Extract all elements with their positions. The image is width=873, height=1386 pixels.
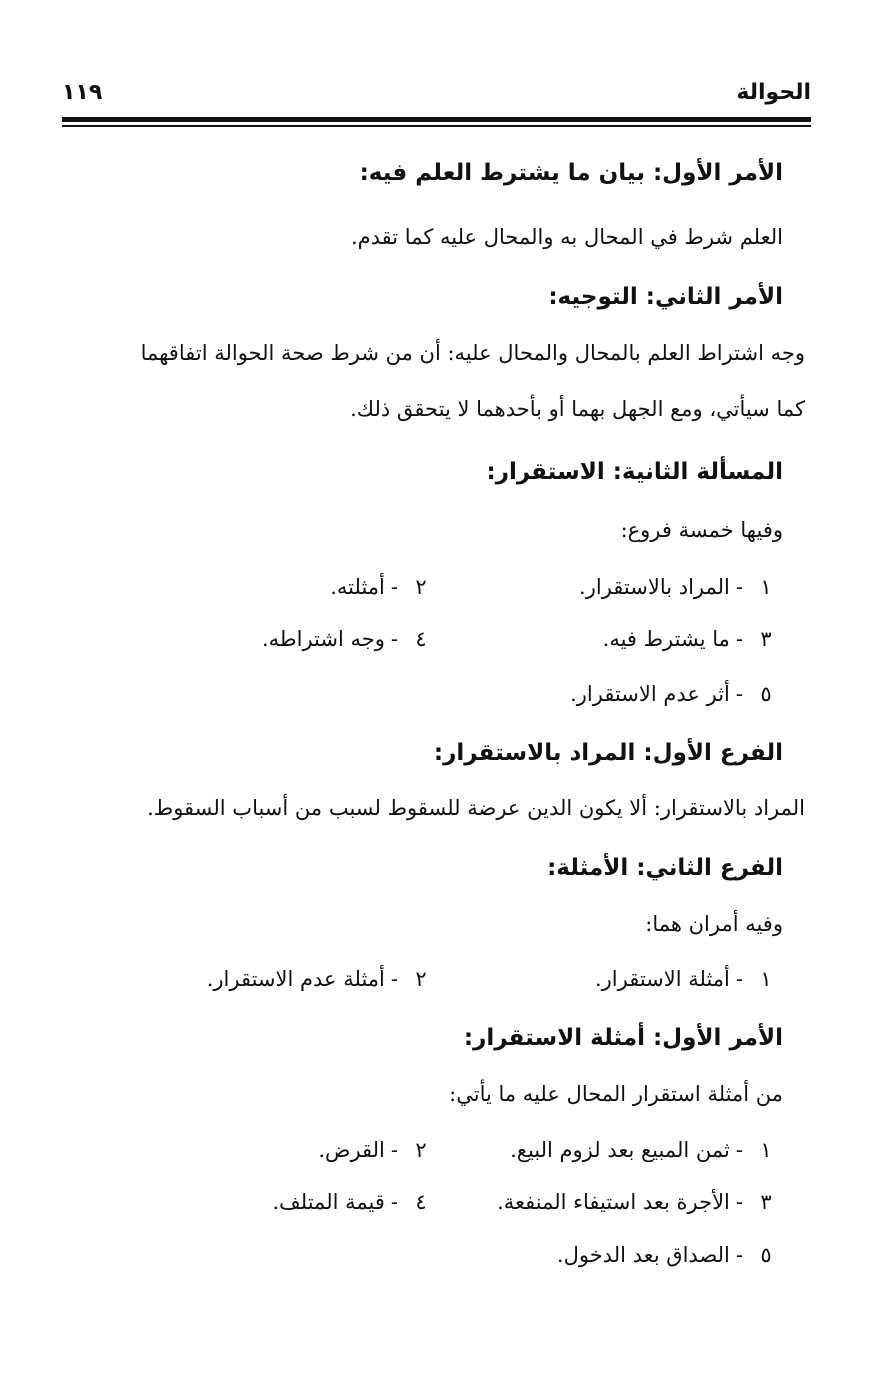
page-header	[62, 78, 811, 114]
list-item: ٤-قيمة المتلف.	[272, 1190, 438, 1214]
list-item: ٥-الصداق بعد الدخول.	[557, 1243, 783, 1267]
list-item: ٣-الأجرة بعد استيفاء المنفعة.	[497, 1190, 783, 1214]
running-title: الحوالة	[736, 80, 811, 105]
heading-first-matter: الأمر الأول: بيان ما يشترط العلم فيه:	[359, 160, 783, 186]
list-item: ٢-أمثلته.	[330, 575, 438, 599]
paragraph: وجه اشتراط العلم بالمحال والمحال عليه: أن من شرط صحة الحوالة اتفاقهما	[140, 341, 805, 365]
list-text: ما يشترط فيه.	[602, 627, 730, 651]
list-number: ١	[760, 967, 772, 991]
list-text: القرض.	[318, 1138, 385, 1162]
list-text: قيمة المتلف.	[272, 1190, 385, 1214]
list-item: ١-ثمن المبيع بعد لزوم البيع.	[510, 1138, 783, 1162]
paragraph: العلم شرط في المحال به والمحال عليه كما تقدم.	[350, 225, 783, 249]
list-number: ٣	[760, 627, 772, 651]
list-number: ٤	[415, 627, 427, 651]
paragraph: من أمثلة استقرار المحال عليه ما يأتي:	[449, 1082, 783, 1106]
heading-branch-two: الفرع الثاني: الأمثلة:	[547, 855, 783, 881]
list-number: ٢	[415, 967, 427, 991]
list-number: ٣	[760, 1190, 772, 1214]
list-number: ٢	[415, 1138, 427, 1162]
list-text: الصداق بعد الدخول.	[556, 1243, 730, 1267]
heading-branch-one: الفرع الأول: المراد بالاستقرار:	[433, 740, 783, 766]
list-item: ٤-وجه اشتراطه.	[262, 627, 438, 651]
paragraph: المراد بالاستقرار: ألا يكون الدين عرضة للسقوط لسبب من أسباب السقوط.	[147, 796, 805, 820]
heading-first-matter-examples: الأمر الأول: أمثلة الاستقرار:	[463, 1025, 783, 1051]
heading-issue-two: المسألة الثانية: الاستقرار:	[486, 459, 783, 485]
list-number: ١	[760, 575, 772, 599]
list-number: ١	[760, 1138, 772, 1162]
list-number: ٢	[415, 575, 427, 599]
list-item: ٥-أثر عدم الاستقرار.	[570, 682, 783, 706]
heading-second-matter: الأمر الثاني: التوجيه:	[548, 284, 783, 310]
list-item: ٢-القرض.	[318, 1138, 438, 1162]
list-item: ٣-ما يشترط فيه.	[603, 627, 783, 651]
list-item: ٢-أمثلة عدم الاستقرار.	[207, 967, 438, 991]
list-text: أمثلته.	[330, 575, 385, 599]
list-number: ٤	[415, 1190, 427, 1214]
header-rule-thin	[62, 125, 811, 127]
list-text: المراد بالاستقرار.	[579, 575, 730, 599]
list-text: ثمن المبيع بعد لزوم البيع.	[510, 1138, 730, 1162]
paragraph: وفيها خمسة فروع:	[620, 518, 783, 542]
list-text: أمثلة الاستقرار.	[594, 967, 730, 991]
header-rule-thick	[62, 117, 811, 122]
list-item: ١-المراد بالاستقرار.	[579, 575, 783, 599]
page-number: ١١٩	[62, 80, 103, 105]
list-text: أمثلة عدم الاستقرار.	[206, 967, 385, 991]
list-text: وجه اشتراطه.	[261, 627, 385, 651]
list-item: ١-أمثلة الاستقرار.	[595, 967, 783, 991]
paragraph: كما سيأتي، ومع الجهل بهما أو بأحدهما لا يتحقق ذلك.	[350, 397, 805, 421]
list-text: الأجرة بعد استيفاء المنفعة.	[497, 1190, 730, 1214]
list-text: أثر عدم الاستقرار.	[570, 682, 730, 706]
paragraph: وفيه أمران هما:	[645, 912, 783, 936]
list-number: ٥	[760, 682, 772, 706]
list-number: ٥	[760, 1243, 772, 1267]
